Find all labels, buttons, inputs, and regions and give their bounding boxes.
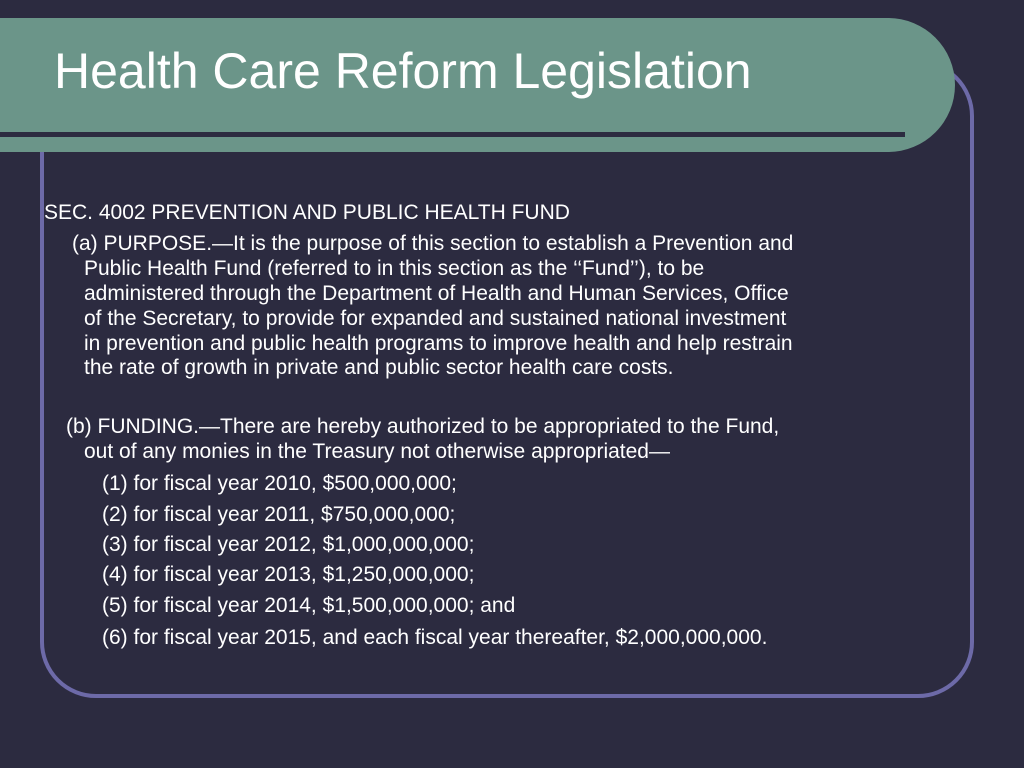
funding-item: (2) for fiscal year 2011, $750,000,000; xyxy=(102,503,456,526)
funding-line: (b) FUNDING.—There are hereby authorized to be appropriated to the Fund, xyxy=(66,415,780,438)
purpose-line: of the Secretary, to provide for expanded and sustained national investment xyxy=(84,307,787,330)
section-heading: SEC. 4002 PREVENTION AND PUBLIC HEALTH FUND xyxy=(44,201,570,224)
funding-item: (5) for fiscal year 2014, $1,500,000,000; and xyxy=(102,594,516,617)
slide-title: Health Care Reform Legislation xyxy=(54,43,752,99)
funding-item: (3) for fiscal year 2012, $1,000,000,000; xyxy=(102,533,475,556)
funding-item: (4) for fiscal year 2013, $1,250,000,000; xyxy=(102,563,475,586)
purpose-line: (a) PURPOSE.—It is the purpose of this section to establish a Prevention and xyxy=(72,232,794,255)
purpose-line: Public Health Fund (referred to in this section as the ‘‘Fund’’), to be xyxy=(84,257,705,280)
purpose-line: the rate of growth in private and public sector health care costs. xyxy=(84,356,674,379)
funding-line: out of any monies in the Treasury not otherwise appropriated— xyxy=(84,440,670,463)
purpose-line: administered through the Department of Health and Human Services, Office xyxy=(84,282,789,305)
funding-item: (6) for fiscal year 2015, and each fiscal year thereafter, $2,000,000,000. xyxy=(102,626,768,649)
funding-item: (1) for fiscal year 2010, $500,000,000; xyxy=(102,472,457,495)
purpose-line: in prevention and public health programs to improve health and help restrain xyxy=(84,332,793,355)
